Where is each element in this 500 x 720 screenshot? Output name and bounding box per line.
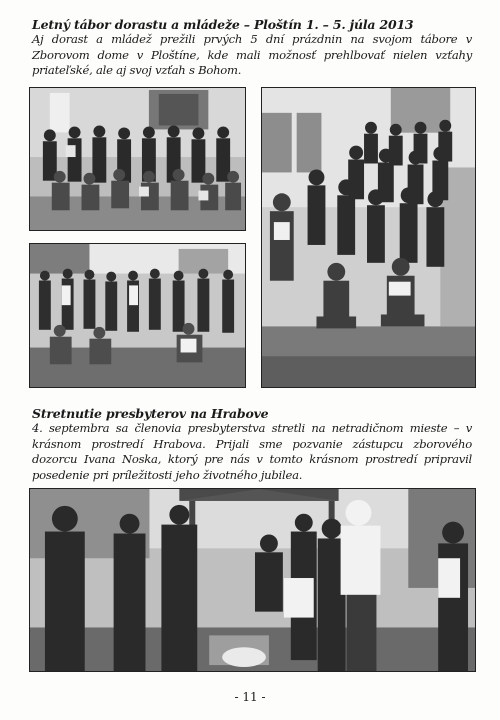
page-number: - 11 - <box>234 690 266 704</box>
camp-group-photo-outdoor <box>29 243 246 388</box>
presbyters-group-photo <box>29 488 476 672</box>
camp-group-photo-indoor <box>29 87 246 231</box>
camp-group-photo-steps <box>261 87 476 388</box>
section1-title: Letný tábor dorastu a mládeže – Ploštín 1. – 5. júla 2013 <box>32 17 414 32</box>
section2-body: 4. septembra sa členovia presbyterstva stretli na netradičnom mieste – v krásnom prostredí Hrabova. Prijali sme pozvanie zástupcu zborového dozorcu Ivana Noska, ktorý pre nás v tomto krásnom prostredí pripravil posedenie pri príležitosti jeho životného jubilea. <box>32 421 472 482</box>
section2-title: Stretnutie presbyterov na Hrabove <box>32 406 269 421</box>
section1-body: Aj dorast a mládež prežili prvých 5 dní prázdnin na svojom tábore v Zborovom dome v Ploštíne, kde mali možnosť prehlbovať nielen vzťahy priateľské, ale aj svoj vzťah s Bohom. <box>32 32 472 77</box>
